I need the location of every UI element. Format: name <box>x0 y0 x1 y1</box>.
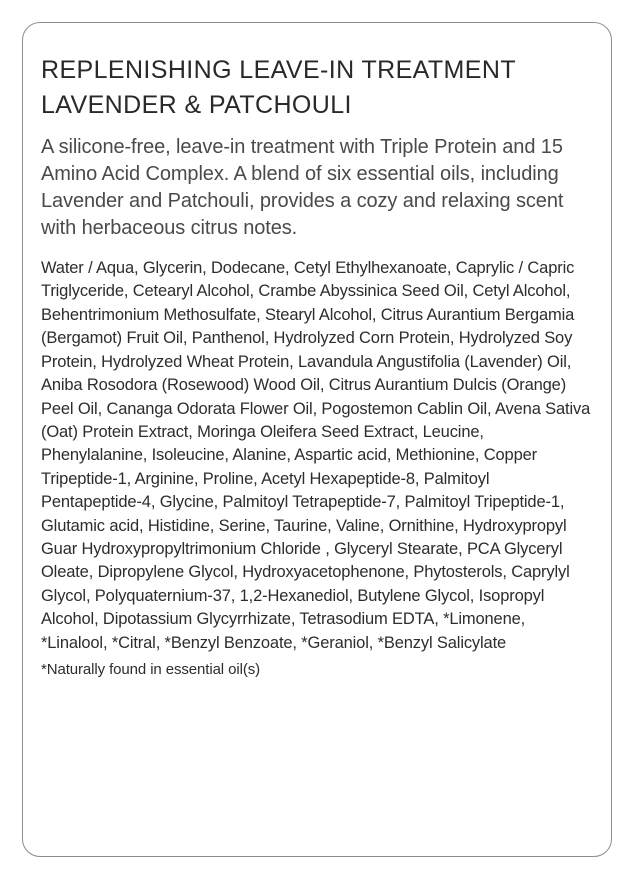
label-card <box>22 22 612 857</box>
product-title <box>41 53 593 122</box>
product-title-line2: LAVENDER & PATCHOULI <box>41 90 352 119</box>
ingredients-list: Water / Aqua, Glycerin, Dodecane, Cetyl Ethylhexanoate, Caprylic / Capric Triglyceride, Cetearyl Alcohol, Crambe Abyssinica Seed Oil, Cetyl Alcohol, Behentrimonium Methosulfate, Stearyl Alcohol, Citrus Aurantium Bergamia (Bergamot) Fruit Oil, Panthenol, Hydrolyzed Corn Protein, Hydrolyzed Soy Protein, Hydrolyzed Wheat Protein, Lavandula Angustifolia (Lavender) Oil, Aniba Rosodora (Rosewood) Wood Oil, Citrus Aurantium Dulcis (Orange) Peel Oil, Cananga Odorata Flower Oil, Pogostemon Cablin Oil, Avena Sativa (Oat) Protein Extract, Moringa Oleifera Seed Extract, Leucine, Phenylalanine, Isoleucine, Alanine, Aspartic acid, Methionine, Copper Tripeptide-1, Arginine, Proline, Acetyl Hexapeptide-8, Palmitoyl Pentapeptide-4, Glycine, Palmitoyl Tetrapeptide-7, Palmitoyl Tripeptide-1, Glutamic acid, Histidine, Serine, Taurine, Valine, Ornithine, Hydroxypropyl Guar Hydroxypropyltrimonium Chloride , Glyceryl Stearate, PCA Glyceryl Oleate, Dipropylene Glycol, Hydroxyacetophenone, Phytosterols, Caprylyl Glycol, Polyquaternium-37, 1,2-Hexanediol, Butylene Glycol, Isopropyl Alcohol, Dipotassium Glycyrrhizate, Tetrasodium EDTA, *Limonene, *Linalool, *Citral, *Benzyl Benzoate, *Geraniol, *Benzyl Salicylate <box>41 259 591 652</box>
product-title-line1: REPLENISHING LEAVE-IN TREATMENT <box>41 56 516 84</box>
product-description: A silicone-free, leave-in treatment with Triple Protein and 15 Amino Acid Complex. A blend of six essential oils, including Lavender and Patchouli, provides a cozy and relaxing scent with herbaceous citrus notes. <box>41 136 564 239</box>
ingredients-footnote: *Naturally found in essential oil(s) <box>41 661 261 679</box>
